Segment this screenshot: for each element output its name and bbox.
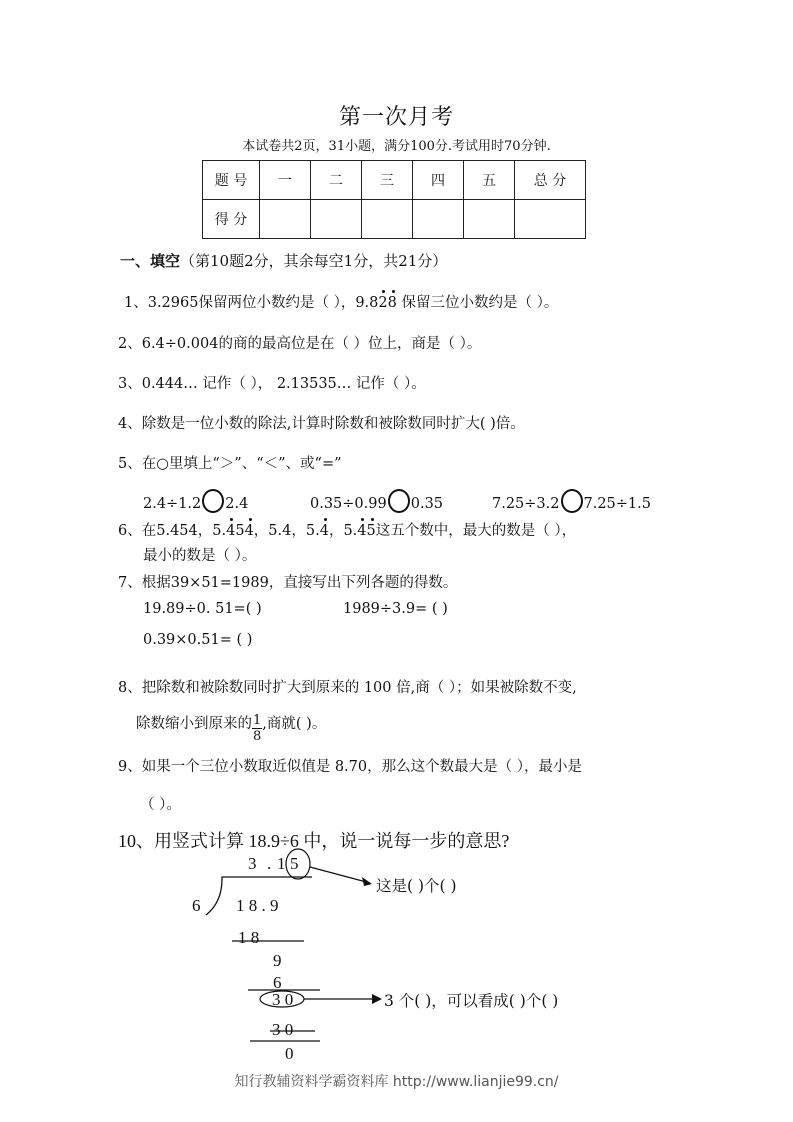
question-4: 4、除数是一位小数的除法,计算时除数和被除数同时扩大( )倍。 xyxy=(118,416,525,432)
arrow-line xyxy=(310,867,370,883)
annotation-2: 3 个( )，可以看成( )个( ) xyxy=(384,992,559,1010)
header-part-5: 五 xyxy=(464,161,515,200)
question-1-text-a: 1、3.2965保留两位小数约是（ ），9.8 xyxy=(124,295,379,311)
score-table-header-row xyxy=(203,161,586,200)
header-part-3: 三 xyxy=(362,161,413,200)
step-3-product: 3 0 xyxy=(272,1020,294,1039)
section-1-note: （第10题2分，其余每空1分，共21分） xyxy=(180,252,448,270)
step-1-product: 1 8 xyxy=(238,928,260,947)
final-remainder: 0 xyxy=(285,1044,294,1063)
header-total: 总 分 xyxy=(515,161,586,200)
score-label: 得 分 xyxy=(203,200,260,239)
question-10: 10、用竖式计算 18.9÷6 中，说一说每一步的意思? xyxy=(118,831,510,851)
header-question-number: 题 号 xyxy=(203,161,260,200)
question-7-item-a: 19.89÷0. 51=( ) xyxy=(143,601,262,617)
section-1-title: 一、填空 xyxy=(120,252,181,270)
quotient-digit: . xyxy=(267,854,272,873)
dividend: 1 8 . 9 xyxy=(236,896,279,915)
compare-item: 2.4÷1.2 2.4 xyxy=(143,489,248,513)
long-division-diagram xyxy=(180,845,700,1070)
question-7-item-c: 0.39×0.51= ( ) xyxy=(143,632,253,648)
question-2: 2、6.4÷0.004的商的最高位是在（ ）位上，商是（ ）。 xyxy=(118,336,482,352)
question-6-line-2: 最小的数是（ ）。 xyxy=(143,548,257,564)
fraction-one-eighth: $\frac{1}{8}$ xyxy=(253,713,262,744)
question-7: 7、根据39×51=1989，直接写出下列各题的得数。 xyxy=(118,575,458,591)
header-part-2: 二 xyxy=(311,161,362,200)
score-cell[interactable] xyxy=(464,200,515,239)
annotation-1: 这是( )个( ) xyxy=(376,877,457,895)
question-3: 3、0.444… 记作（ ）， 2.13535… 记作（ ）。 xyxy=(118,376,426,392)
compare-item: 7.25÷3.2 7.25÷1.5 xyxy=(492,489,651,513)
repeating-digit: 8 xyxy=(388,295,397,311)
step-2-remainder: 3 0 xyxy=(272,990,294,1009)
question-8-line-2: 除数缩小到原来的 $\frac{1}{8}$ ,商就( )。 xyxy=(136,713,327,744)
compare-circle-answer[interactable] xyxy=(388,489,410,513)
score-cell[interactable] xyxy=(260,200,311,239)
header-part-4: 四 xyxy=(413,161,464,200)
compare-circle-answer[interactable] xyxy=(202,489,224,513)
header-part-1: 一 xyxy=(260,161,311,200)
compare-item: 0.35÷0.99 0.35 xyxy=(310,489,443,513)
quotient-digit: 1 xyxy=(277,854,286,873)
step-2-product: 6 xyxy=(273,973,282,992)
arrow-head xyxy=(362,877,372,886)
question-9-line-2: （ ）。 xyxy=(140,797,181,813)
footer-watermark: 知行教辅资料学霸资料库 http://www.lianjie99.cn/ xyxy=(234,1074,559,1090)
question-7-item-b: 1989÷3.9= ( ) xyxy=(343,601,448,617)
question-6: 6、在5.454，5. 45 4，5.4，5. 4，5. 4 5这五个数中，最大的数是（ ）， xyxy=(118,519,576,540)
score-cell[interactable] xyxy=(362,200,413,239)
section-1-heading xyxy=(120,250,447,271)
quotient-digit: 5 xyxy=(290,854,299,873)
score-cell[interactable] xyxy=(413,200,464,239)
divisor: 6 xyxy=(192,896,201,915)
repeating-digit: 4 xyxy=(226,523,235,539)
question-1 xyxy=(124,291,558,312)
step-1-remainder: 9 xyxy=(273,951,282,970)
compare-circle-answer[interactable] xyxy=(561,489,583,513)
repeating-digit: 5 xyxy=(367,523,376,539)
page-title: 第一次月考 xyxy=(338,105,454,130)
question-8: 8、把除数和被除数同时扩大到原来的 100 倍,商（ ）；如果被除数不变, xyxy=(118,680,577,696)
score-cell-total[interactable] xyxy=(515,200,586,239)
arrow-head xyxy=(372,994,382,1004)
exam-instructions: 本试卷共2页，31小题，满分100分.考试用时70分钟. xyxy=(242,139,551,154)
score-table-score-row xyxy=(203,200,586,239)
question-1-text-b: 保留三位小数约是（ ）。 xyxy=(396,295,559,311)
quotient-digit: 3 xyxy=(248,854,257,873)
score-cell[interactable] xyxy=(311,200,362,239)
repeating-digit: 4 xyxy=(245,523,254,539)
question-9: 9、如果一个三位小数取近似值是 8.70，那么这个数最大是（ ），最小是 xyxy=(118,759,582,775)
score-table xyxy=(202,160,586,239)
repeating-digit: 4 xyxy=(320,523,329,539)
repeating-digit: 4 xyxy=(357,523,366,539)
repeating-digit: 2 xyxy=(378,295,387,311)
question-5: 5、在○里填上“＞”、“＜”、或“=” xyxy=(118,456,342,472)
number-5454: 5.454 xyxy=(156,523,198,539)
